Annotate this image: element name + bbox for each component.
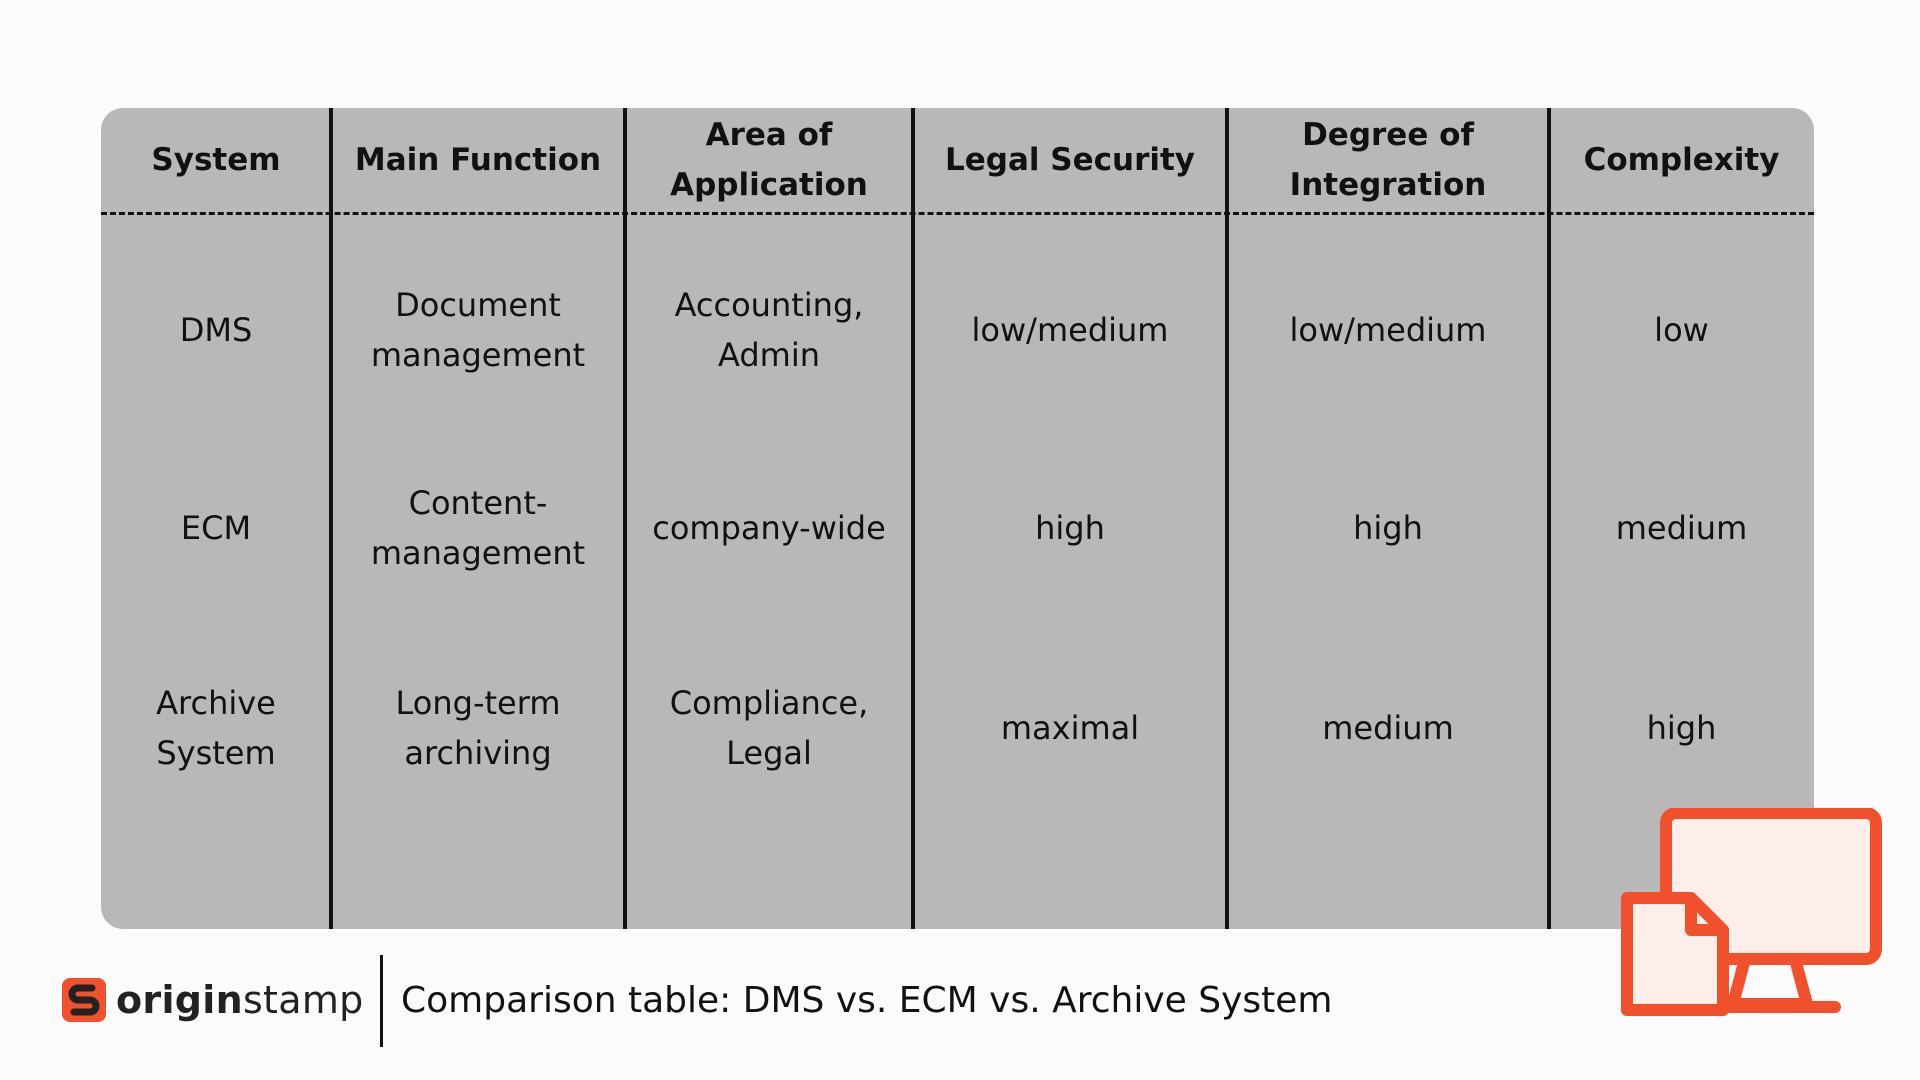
table-cell: Archive System: [156, 684, 276, 772]
logo-wordmark: originstamp: [116, 978, 364, 1022]
table-cell: low/medium: [1289, 311, 1487, 349]
table-cell: Document management: [370, 286, 586, 374]
table-cell: low/medium: [971, 311, 1169, 349]
table-cell: maximal: [1000, 709, 1140, 747]
table-cell: Content-management: [370, 484, 586, 572]
footer-divider: [380, 955, 383, 1047]
table-cell: Compliance, Legal: [669, 684, 869, 772]
document-icon: [1627, 898, 1723, 1010]
originstamp-logo-icon: [58, 974, 110, 1026]
table-cell: ECM: [180, 509, 252, 547]
table-cell: medium: [1615, 509, 1748, 547]
table-cell: high: [1353, 509, 1423, 547]
column-header: System: [151, 142, 281, 178]
column-header: Main Function: [354, 142, 602, 178]
document-monitor-illustration: [1615, 808, 1885, 1018]
table-cell: Accounting, Admin: [674, 286, 864, 374]
originstamp-logo: [58, 970, 364, 1030]
table-cell: high: [1035, 509, 1105, 547]
table-caption: Comparison table: DMS vs. ECM vs. Archive System: [401, 980, 1333, 1021]
header-divider: [101, 212, 1814, 215]
table-grid: [101, 108, 1814, 929]
table-cell: company-wide: [652, 509, 886, 547]
table-cell: Long-term archiving: [395, 684, 561, 772]
column-header: Complexity: [1583, 142, 1780, 178]
column-header: Degree of Integration: [1289, 117, 1487, 203]
table-cell: DMS: [179, 311, 253, 349]
table-cell: medium: [1322, 709, 1454, 747]
column-header: Area of Application: [670, 117, 868, 203]
column-header: Legal Security: [944, 142, 1196, 178]
table-cell: high: [1646, 709, 1717, 747]
comparison-table: [101, 108, 1814, 929]
table-cell: low: [1654, 311, 1709, 349]
